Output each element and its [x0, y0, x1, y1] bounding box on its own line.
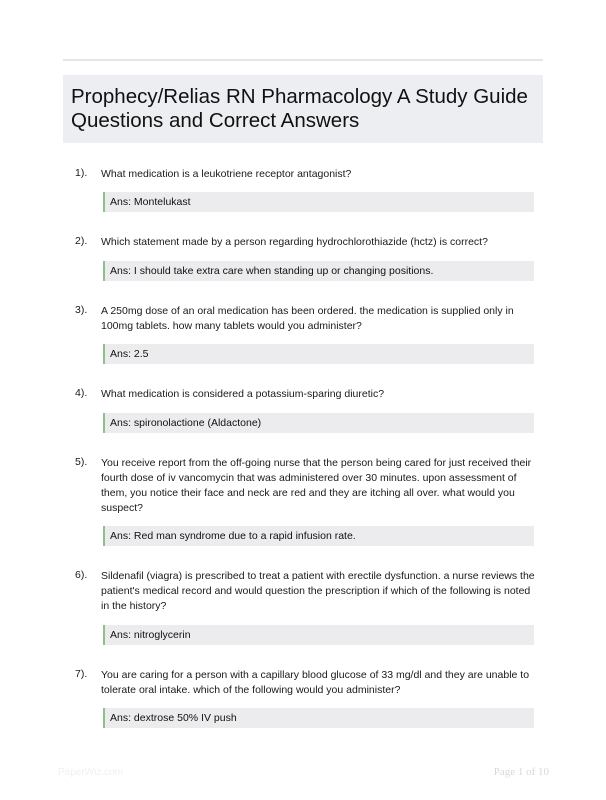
question-number: 6).	[75, 569, 88, 581]
top-divider	[63, 59, 543, 61]
page-indicator: Page 1 of 10	[493, 766, 549, 778]
question-number: 3).	[75, 304, 88, 316]
page-title: Prophecy/Relias RN Pharmacology A Study Guide Questions and Correct Answers	[71, 85, 528, 132]
question-text: Sildenafil (viagra) is prescribed to treat a patient with erectile dysfunction. a nurse reviews the patient's medical record and would question the prescription if which of the following is noted in the history?	[101, 570, 535, 612]
watermark: PaperWiz.com	[58, 767, 124, 778]
title-banner	[63, 75, 543, 143]
question-text: You are caring for a person with a capillary blood glucose of 33 mg/dl and they are unable to tolerate oral intake. which of the following would you administer?	[101, 669, 530, 696]
answer-box: Ans: 2.5	[103, 344, 534, 364]
question-number: 1).	[75, 167, 88, 179]
answer-box: Ans: Montelukast	[103, 192, 534, 212]
question-text: A 250mg dose of an oral medication has been ordered. the medication is supplied only in 100mg tablets. how many tablets would you administer?	[101, 305, 514, 332]
answer-box: Ans: spironolactione (Aldactone)	[103, 413, 534, 433]
question-text: What medication is considered a potassium-sparing diuretic?	[101, 388, 385, 400]
question-number: 7).	[75, 668, 88, 680]
answer-box: Ans: dextrose 50% IV push	[103, 708, 534, 728]
answer-box: Ans: nitroglycerin	[103, 625, 534, 645]
question-text: You receive report from the off-going nurse that the person being cared for just received their fourth dose of iv vancomycin that was administered over 30 minutes. upon assessment of them, you notice their face and neck are red and they are itching all over. what would you suspect?	[101, 457, 532, 514]
question-number: 4).	[75, 387, 88, 399]
question-text: What medication is a leukotriene receptor antagonist?	[101, 168, 352, 180]
question-number: 5).	[75, 456, 88, 468]
question-number: 2).	[75, 235, 88, 247]
answer-box: Ans: Red man syndrome due to a rapid infusion rate.	[103, 526, 534, 546]
answer-box: Ans: I should take extra care when standing up or changing positions.	[103, 261, 534, 281]
question-text: Which statement made by a person regarding hydrochlorothiazide (hctz) is correct?	[101, 236, 488, 248]
